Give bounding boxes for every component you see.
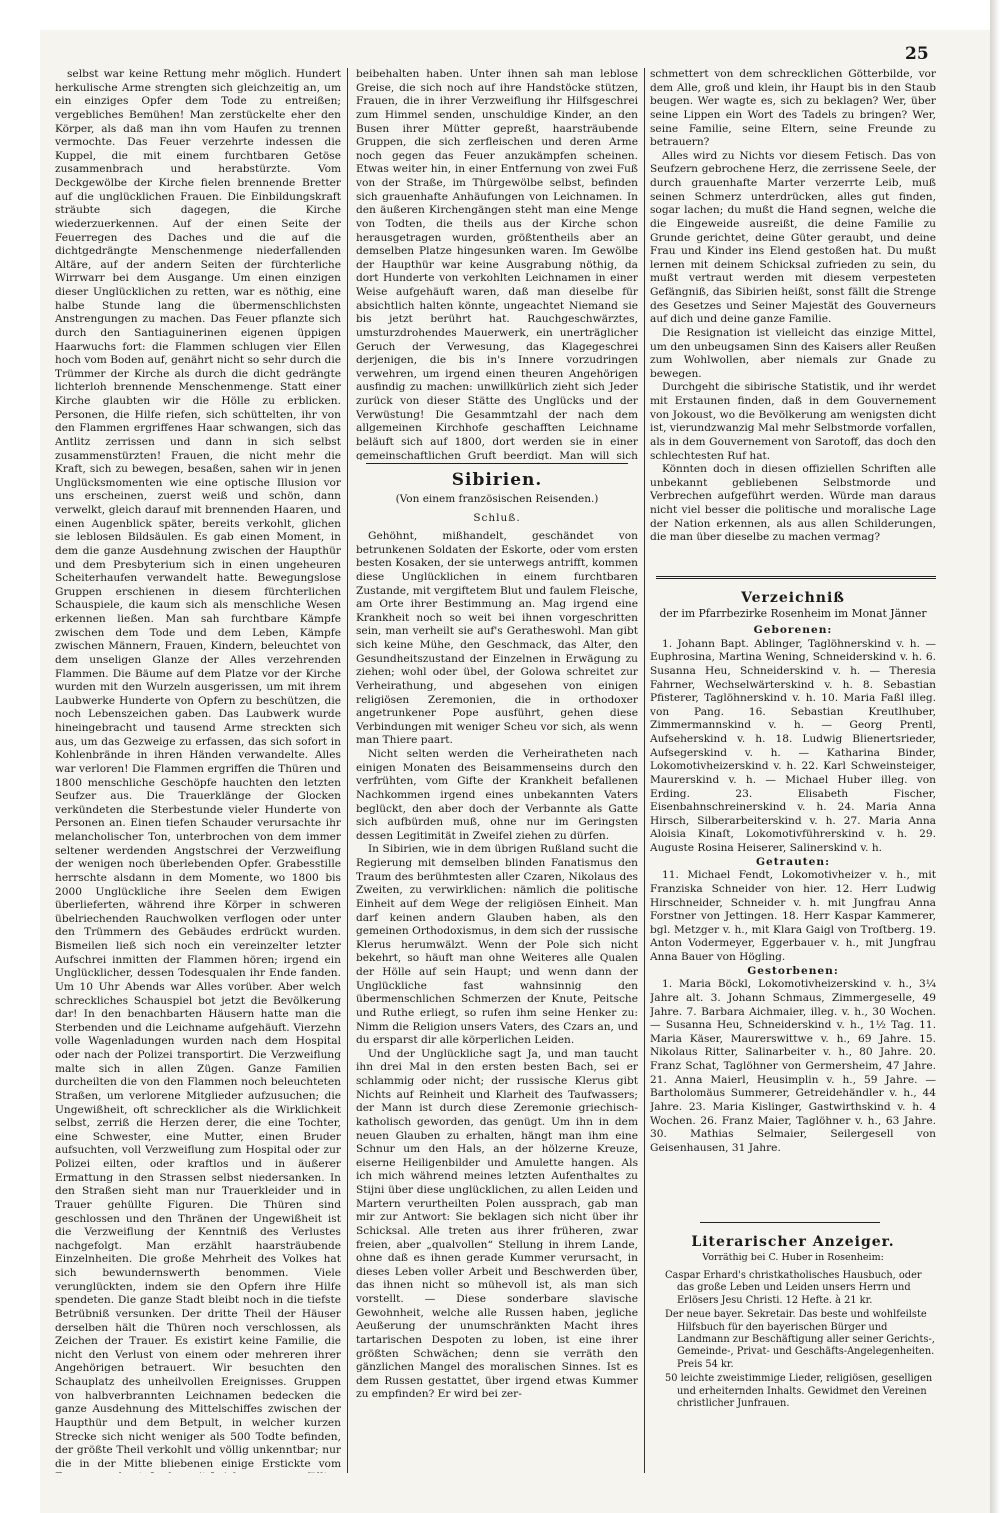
article-subtitle: (Von einem französischen Reisenden.) <box>395 493 599 505</box>
sibirien-article-body <box>356 530 638 1490</box>
advertiser-title: Literarischer Anzeiger. <box>691 1234 895 1250</box>
column-2-article-end <box>356 68 638 460</box>
page-number: 25 <box>905 44 929 64</box>
sibirien-paragraph: Nicht selten werden die Verheiratheten nach einigen Monaten des Beisammenseins durch den verfrühten, vom Gifte der Krankheit befallenen Nachkommen irgend eines unbekannten Vaters beglückt, den aber doch der Verbannte als Gatte sich aufbürden muß, ohne nur im Geringsten dessen Legitimität in Zweifel ziehen zu dürfen. <box>356 748 638 842</box>
column-divider <box>347 68 348 1473</box>
marriages-heading: Getrauten: <box>755 855 831 868</box>
column-3-paragraph: Alles wird zu Nichts vor diesem Fetisch. Das von Seufzern gebrochene Herz, die zerrissene Seele, der durch grauenhafte Marter verzerrte Leib, muß seinen Schmerz unterdrücken, alles gut finden, sogar lachen; du mußt die Hand segnen, welche die die Eingeweide ausreißt, die deine Familie zu Grunde gerichtet, deine Güter geraubt, und deine Frau und Kinder ins Elend gestoßen hat. Du mußt lernen mit deinem Schicksal zufrieden zu sein, du mußt vertraut werden mit diesem verpesteten Gefängniß, das Sibirien heißt, sonst fällt die Strenge des Gesetzes und Seiner Majestät des Gouverneurs auf dich und deine ganze Familie. <box>650 149 936 326</box>
column-1-article <box>55 68 341 1473</box>
page-edge-right <box>990 0 1000 1513</box>
article-continuation-label: Schluß. <box>473 512 521 524</box>
section-rule <box>656 576 936 579</box>
deaths-heading: Gestorbenen: <box>747 964 839 977</box>
advertiser-item: Der neue bayer. Sekretair. Das beste und wohlfeilste Hilfsbuch für den bayerischen Bürger und Landmann zur Beschäftigung aller seiner Gerichts-, Gemeinde-, Privat- und Geschäfts-Angelegenheiten. Preis 54 kr. <box>665 1309 935 1370</box>
column-3-paragraph: schmettert von dem schrecklichen Götterbilde, vor dem Alle, groß und klein, ihr Haupt bis in den Staub beugen. Wer wagte es, sich zu beklagen? Wer, über seine Lippen ein Wort des Tadels zu bringen? Wer, seine Familie, seine Eltern, seine Freunde zu betrauern? <box>650 68 936 149</box>
column-3-paragraph: Die Resignation ist vielleicht das einzige Mittel, um den unbeugsamen Sinn des Kaisers aller Reußen zum Wohlwollen, aber niemals zur Gnade zu bewegen. <box>650 326 936 380</box>
register-title: Verzeichniß <box>741 590 845 606</box>
section-rule <box>366 463 628 464</box>
births-heading: Geborenen: <box>753 624 833 636</box>
column-3-paragraph: Durchgeht die sibirische Statistik, und ihr werdet mit Erstaunen finden, daß in dem Gouvernement von Jokoust, wo die Bevölkerung am wenigsten dicht ist, vierundzwanzig Mal mehr Selbstmorde vorfallen, als in dem Gouvernement von Sarotoff, das doch den schlechtesten Ruf hat. <box>650 381 936 462</box>
sibirien-paragraph: Gehöhnt, mißhandelt, geschändet von betrunkenen Soldaten der Eskorte, oder vom ersten besten Kosaken, der sie unterwegs antrifft, kommen diese Unglücklichen in einem furchtbaren Zustande, mit vergiftetem Blut und faulem Fleische, am Orte ihrer Bestimmung an. Mag irgend eine Krankheit noch so weit bei ihnen vorgeschritten sein, man verheilt sie auf's Geratheswohl. Man gibt sich keine Mühe, den Geschmack, das Alter, den Gesundheitszustand der Einzelnen in Erwägung zu ziehen; wohl oder übel, der Golowa schreitet zur Verheirathung, und abgesehen von einigen religiösen Zeremonien, die in orthodoxer angetrunkener Pope ausführt, gehen diese Verbindungen mit weniger Scheu vor sich, als wenn man Thiere paart. <box>356 530 638 747</box>
register-body <box>650 624 936 1214</box>
column-1-paragraph: selbst war keine Rettung mehr möglich. Hundert herkulische Arme strengten sich gleichzeitig an, um ein einziges Opfer dem Tode zu entreißen; vergebliches Bemühen! Man zerstückelte eher den Körper, als daß man ihn vom Haufen zu trennen vermochte. Das Feuer verzehrte indessen die Kuppel, die mit einem furchtbaren Getöse zusammenbrach und herabstürzte. Vom Deckgewölbe der Kirche fielen brennende Bretter auf die unglücklichen Frauen. Die Einbildungskraft sträubte sich dagegen, die Kirche wiederzuerkennen. Auf der einen Seite der Feuerregen des Daches und die auf die dichtgedrängte Menschenmenge niederfallenden Altäre, auf der andern Seiten der fürchterliche Wirrwarr bei dem Ausgange. Um einen einzigen dieser Unglücklichen zu retten, war es nöthig, eine halbe Stunde lang die übermenschlichsten Anstrengungen zu machen. Das Feuer pflanzte sich durch den Santiaguinerinen eigenen üppigen Haarwuchs fort: die Flammen schlugen vier Ellen hoch vom Boden auf, genährt nicht so sehr durch die Trümmer der Kirche als durch die dicht gedrängte lichterloh brennende Menschenmenge. Statt einer Kirche glaubten wir die Hölle zu erblicken. Personen, die Hilfe riefen, sich schüttelten, ihr von den Flammen ergriffenes Haar schwangen, sich das Antlitz zerrissen und dann in sich selbst zusammenstürzten! Frauen, die nicht mehr die Kraft, sich zu bewegen, besaßen, sahen wir in jenen Unglücksmomenten wie eine optische Illusion vor uns erscheinen, zuerst weiß und schön, dann verwelkt, gleich darauf mit brennenden Haaren, und einen Augenblick später, bereits verkohlt, glichen sie leblosen Bildsäulen. Es gab einen Moment, in dem die ganze Ausdehnung zwischen der Haupthür und dem Presbyterium sich in einen ungeheuren Scheiterhaufen verwandelt hatte. Bewegungslose Gruppen erschienen in diesem fürchterlichen Schauspiele, die kaum sich als menschliche Wesen erkennen ließen. Man sah furchtbare Kämpfe zwischen dem Tode und dem Leben, Kämpfe zwischen Männern, Frauen, Kindern, beleuchtet von dem unseligen Glanze der Alles verzehrenden Flammen. Die Bäume auf dem Platze vor der Kirche wurden mit den Wurzeln ausgerissen, um mit ihrem Laubwerke Hunderte von Opfern zu beschützen, die noch Lebenszeichen gaben. Das Laubwerk wurde hineingebracht und tausend Arme streckten sich aus, um das Gezweige zu erfassen, das sich sofort in Kohlenbrände in ihren Händen verwandelte. Alles war verloren! Die Flammen ergriffen die Thüren und 1800 menschliche Geschöpfe hauchten den letzten Seufzer aus. Die Trauerklänge der Glocken verkündeten die Sterbestunde vieler Hunderte von Personen an. Einen tiefen Schauder verursachte ihr melancholischer Ton, unterbrochen von dem immer seltener werdenden Angstschrei der Verzweiflung der wenigen noch überlebenden Opfer. Grabesstille herrschte alsdann in dem Momente, wo 1800 bis 2000 Unglückliche ihre Seelen dem Ewigen überlieferten, während ihre Körper in schweren übelriechenden Rauchwolken verflogen oder unter den Trümmern des Gebäudes erdrückt wurden. Bismeilen ließ sich noch ein vereinzelter letzter Aufschrei inmitten der Flammen hören; irgend ein Unglücklicher, dessen Todesqualen ihr Ende fanden. Um 10 Uhr Abends war Alles vorüber. Aber welch schreckliches Schauspiel bot jetzt die Bevölkerung dar! In den benachbarten Häusern hatte man die Sterbenden und die Leichname aufgehäuft. Vierzehn volle Wagenladungen wurden nach dem Hospital oder nach der Polizei transportirt. Die Verzweiflung malte sich in allen Zügen. Ganze Familien durcheilten die von den Flammen noch beleuchteten Straßen, um verlorene Mitglieder aufzusuchen; die Ungewißheit, oft schrecklicher als die Wirklichkeit selbst, zerriß die Herzen derer, die eine Tochter, eine Schwester, eine Mutter, einen Bruder aufsuchten, voll Verzweiflung zum Hospital oder zur Polizei eilten, oder kraftlos und in äußerer Ermattung in den Strassen selbst niedersanken. In den Straßen sieht man nur Trauerkleider und in Trauer gehüllte Figuren. Die Thüren sind geschlossen und den Thränen der Ungewißheit ist die Verzweiflung der Kenntniß des Verlustes nachgefolgt. Man erzählt haarsträubende Einzelnheiten. Die große Mehrheit des Volkes hat sich bewundernswerth benommen. Viele verunglückten, indem sie den Opfern ihre Hilfe spendeten. Die ganze Stadt bleibt noch in die tiefste Betrübniß versunken. Der dritte Theil der Häuser derselben hält die Thüren noch verschlossen, als Zeichen der Trauer. Es existirt keine Familie, die nicht den Verlust von einem oder mehreren ihrer Angehörigen betrauert. Wir besuchten den Schauplatz des unheilvollen Ereignisses. Gruppen von halbverbrannten Leichnamen bedecken die ganze Ausdehnung des Mittelschiffes zwischen der Haupthür und dem Betpult, in welcher kurzen Strecke sich nicht weniger als 500 Todte befinden, der größte Theil verkohlt und völlig unkenntbar; nur die in der Mitte bliebenen einige Erstickte vom <box>55 68 341 1470</box>
page-margin-left <box>0 0 40 1513</box>
births-list: 1. Johann Bapt. Ablinger, Taglöhnerskind v. h. — Euphrosina, Martina Wening, Schneiderskind v. h. 6. Susanna Heu, Schneiderskind v. h. — Theresia Fahrner, Wechselwärterskind v. h. 8. Sebastian Pfisterer, Taglöhnerskind v. h. 10. Maria Faßl illeg. von Pang. 16. Sebastian Kreutlhuber, Zimmermannskind v. h. — Georg Prentl, Aufseherskind v. h. 18. Ludwig Blienertsrieder, Aufsegerskind v. h. — Katharina Binder, Lokomotivheizerskind v. h. 22. Karl Schweinsteiger, Maurerskind v. h. — Michael Huber illeg. von Erding. 23. Elisabeth Fischer, Eisenbahnschreinerskind v. h. 24. Maria Anna Hirsch, Silberarbeiterskind v. h. 27. Maria Anna Aloisia Kinaſt, Lokomotivführerskind v. h. 29. Auguste Rosina Heiserer, Salinerskind v. h. <box>650 637 936 854</box>
deaths-list: 1. Maria Böckl, Lokomotivheizerskind v. h., 3¼ Jahre alt. 3. Johann Schmaus, Zimmergeselle, 49 Jahre. 7. Barbara Aichmaier, illeg. v. h., 30 Wochen. — Susanna Heu, Schneiderskind v. h., 1½ Tag. 11. Maria Käser, Maurerswittwe v. h., 69 Jahre. 15. Nikolaus Ritter, Salinarbeiter v. h., 80 Jahre. 20. Franz Schat, Taglöhner von Germersheim, 47 Jahre. 21. Anna Maierl, Heusimplin v. h., 59 Jahre. — Bartholomäus Summerer, Getreidehändler v. h., 44 Jahre. 23. Maria Kislinger, Gastwirthskind v. h. 4 Wochen. 26. Franz Maier, Taglöhner v. h., 63 Jahre. 30. Mathias Selmaier, Seilergesell von Geisenhausen, 31 Jahre. <box>650 978 936 1154</box>
column-2-paragraph: beibehalten haben. Unter ihnen sah man leblose Greise, die sich noch auf ihre Handstöcke stützen, Frauen, die in ihrer Verzweiflung ihr Hilfsgeschrei zum Himmel senden, unschuldige Kinder, an den Busen ihrer Mütter gepreßt, haarsträubende Gruppen, die sich zerfleischen und deren Arme noch gegen das Feuer anzukämpfen scheinen. Etwas weiter hin, in einer Entfernung von zwei Fuß von der Straße, im Thürgewölbe selbst, befinden sich grauenhafte Anhäufungen von Leichnamen. In den äußeren Kirchengängen steht man eine Menge von Todten, die theils aus der Kirche schon herausgetragen wurden, größtentheils aber an demselben Platze hingesunken waren. Im Gewölbe der Haupthür war keine Ausgrabung nöthig, da dort Hunderte von verkohlten Leichnamen in einer Weise aufgehäuft waren, daß man dieselbe für absichtlich halten könnte, ungeachtet Niemand sie bis jetzt berührt hat. Rauchgeschwärztes, umsturzdrohendes Mauerwerk, ein unerträglicher Geruch der Verwesung, das Klagegeschrei derjenigen, die bis in's Innere vorzudringen verwehren, um irgend einen theuren Angehörigen ausfindig zu machen: unwillkürlich zieht sich Jeder zurück von dieser Stätte des Unglücks und der Verwüstung! Die Gesammtzahl der nach dem allgemeinen Kirchhofe geschafften Leichname beläuft sich auf 1800, dort werden sie in einer gemeinschaftlichen Gruft beerdigt. Man will sich <box>356 68 638 460</box>
advertiser-item: 50 leichte zweistimmige Lieder, religiösen, geselligen und erheiternden Inhalts. Gewidmet den Vereinen christlicher Junfrauen. <box>665 1373 933 1410</box>
sibirien-paragraph: Und der Unglückliche sagt Ja, und man taucht ihn drei Mal in den ersten besten Bach, sei er schlammig oder nicht; der russische Klerus gibt Nichts auf Reinheit und Klarheit des Taufwassers; der Mann ist durch diese Zeremonie griechisch-katholisch geworden, das genügt. Um ihn in dem neuen Glauben zu erhalten, hängt man ihm eine Schnur um den Hals, an der hölzerne Kreuze, eiserne Heiligenbilder und Amulette hangen. Als ich mich während meines letzten Aufenthaltes zu Stijni über diese unglücklichen, zu allen Leiden und Martern verurtheilten Polen aussprach, gab man mir zur Antwort: Sie beklagen sich nicht über ihr Schicksal. Alle treten aus ihrer früheren, zwar freien, aber „qualvollen“ Stellung in ihrem Lande, ohne daß es ihnen gerade Kummer verursacht, in dieses Leben voller Arbeit und Beschwerden über, das ihnen nicht so mühevoll ist, als man sich vorstellt. — Diese sonderbare slavische Gewohnheit, welche alle Russen haben, jegliche Aeußerung der unumschränkten Macht ihres tartarischen Despoten zu loben, ist eine ihrer größten Schwächen; denn sie verräth den gänzlichen Mangel des moralischen Sinnes. Ist es dem Russen gestattet, über irgend etwas Kummer zu empfinden? Er wird bei zer- <box>356 1047 638 1401</box>
advertiser-subtitle: Vorräthig bei C. Huber in Rosenheim: <box>702 1252 884 1263</box>
advertiser-listings <box>665 1270 937 1430</box>
sibirien-paragraph: In Sibirien, wie in dem übrigen Rußland sucht die Regierung mit demselben blinden Fanatismus den Traum des berühmtesten aller Czaren, Nikolaus des Zweiten, zu verwirklichen: nämlich die politische Einheit auf dem Wege der religiösen Einheit. Man darf keinen andern Glauben haben, als den gemeinen Orthodoxismus, in dem sich der russische Klerus herumwälzt. Wenn der Pole sich nicht bekehrt, so häuft man ohne Weiteres alle Qualen der Hölle auf sein Haupt; und wenn dann der Unglückliche fast wahnsinnig den übermenschlichen Schmerzen der Knute, Peitsche und Ruthe erliegt, so rufen ihm seine Henker zu: Nimm die Religion unsers Vaters, des Czars an, und du ersparst dir alle körperlichen Leiden. <box>356 843 638 1047</box>
article-title-sibirien: Sibirien. <box>451 470 543 490</box>
register-subtitle: der im Pfarrbezirke Rosenheim im Monat Jänner <box>659 607 927 620</box>
column-3-article-end <box>650 68 936 568</box>
marriages-list: 11. Michael Fendt, Lokomotivheizer v. h., mit Franziska Schneider von hier. 12. Herr Ludwig Hirschneider, Schneider v. h. mit Jungfrau Anna Forstner von Jettingen. 18. Herr Kaspar Kammerer, bgl. Metzger v. h., mit Klara Gaigl von Troſtberg. 19. Anton Vodermeyer, Eggerbauer v. h., mit Jungfrau Anna Bauer von Högling. <box>650 869 936 963</box>
column-divider <box>644 68 645 1473</box>
column-3-paragraph: Könnten doch in diesen offiziellen Schriften alle unbekannt gebliebenen Selbstmorde und Verbrechen aufgeführt werden. Würde man daraus nicht viel besser die politische und moralische Lage der Nation erkennen, als aus allen Schilderungen, die man über dieselbe zu machen vermag? <box>650 463 936 544</box>
advertiser-item: Caspar Erhard's christkatholisches Hausbuch, oder das große Leben und Leiden unsers Herrn und Erlösers Jesu Christi. 12 Hefte. à 21 kr. <box>665 1270 922 1306</box>
section-rule <box>700 1222 880 1223</box>
